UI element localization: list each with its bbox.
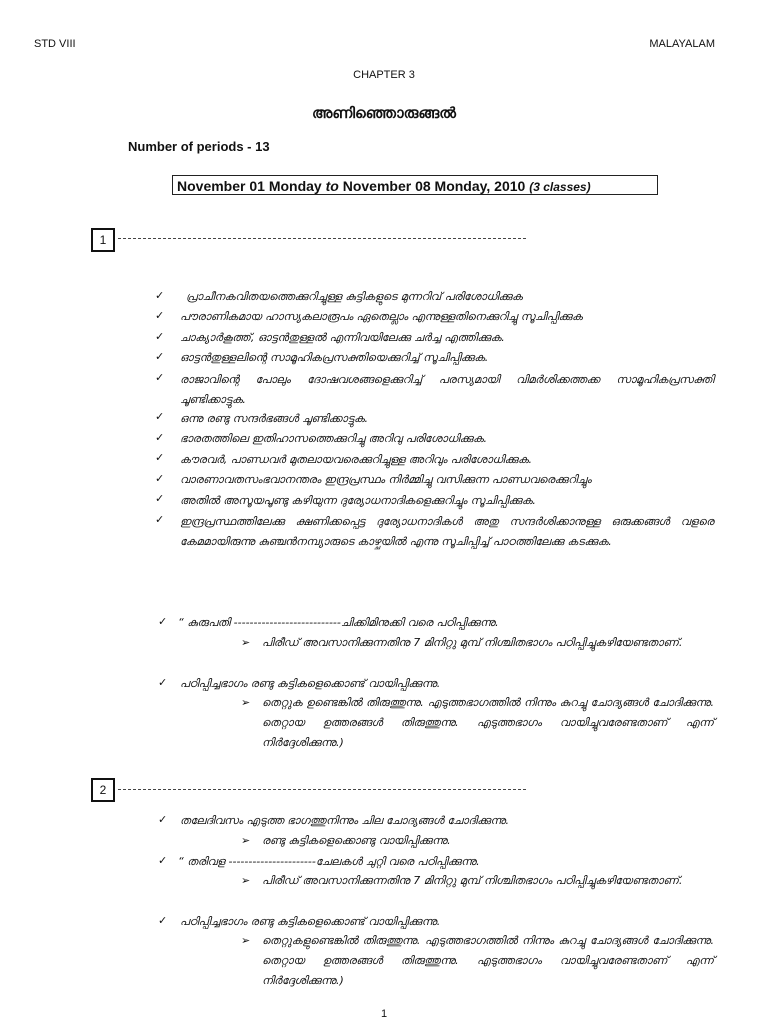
objective-item: പ്രാചീനകവിതയത്തെക്കുറിച്ചുള്ള കുട്ടികളുടെ മുന്നറിവ് പരിശോധിക്കുക [186,290,523,303]
step-item: “ കുരുപതി ---------------------------ചിക്കിമിനുക്കി വരെ പഠിപ്പിക്കുന്നു. [178,616,499,629]
header-subject: MALAYALAM [649,38,715,50]
step-substep: രണ്ടു കുട്ടികളെക്കൊണ്ടു വായിപ്പിക്കുന്നു. [262,834,451,847]
step-item: പഠിപ്പിച്ചഭാഗം രണ്ടു കുട്ടികളെക്കൊണ്ട് വായിപ്പിക്കുന്നു. [180,915,441,928]
page-number: 1 [380,1008,388,1020]
check-mark-icon: ✓ [155,371,165,384]
step-substep: പിരീഡ് അവസാനിക്കുന്നതിനു 7 മിനിറ്റു മുമ്പ് നിശ്ചിതഭാഗം പഠിപ്പിച്ചുകഴിയേണ്ടതാണ്. [262,636,683,649]
section-divider-2 [118,789,526,790]
check-mark-icon: ✓ [155,350,165,363]
number-of-periods: Number of periods - 13 [128,139,270,154]
step-substep: തെറ്റുക ഉണ്ടെങ്കിൽ തിരുത്തുന്നു. എടുത്തഭാഗത്തിൽ നിന്നും കുറച്ചു ചോദ്യങ്ങൾ ചോദിക്കുന്നു. തെറ്റായ ഉത്തരങ്ങൾ തിരുത്തുന്നു. എടുത്തഭാഗം വായിച്ചുവരേണ്ടതാണ് എന്ന് നിർദ്ദേശിക്കുന്നു.) [262,696,714,749]
step-item: പഠിപ്പിച്ചഭാഗം രണ്ടു കുട്ടികളെക്കൊണ്ട് വായിപ്പിക്കുന്നു. [180,677,441,690]
check-mark-icon: ✓ [155,472,165,485]
objective-item: ഇന്ദ്രപ്രസ്ഥത്തിലേക്കു ക്ഷണിക്കപ്പെട്ട ദുര്യോധനാദികൾ അതു സന്ദർശിക്കാനുള്ള ഒരുക്കങ്ങൾ വളരെ കേമമായിരുന്നു കുഞ്ചൻനമ്പ്യാരുടെ കാഴ്ചയിൽ എന്നു സൂചിപ്പിച്ച് പാഠത്തിലേക്കു കടക്കുക. [180,515,714,548]
arrow-bullet-icon: ➢ [241,636,251,649]
chapter-label: CHAPTER 3 [353,69,415,81]
objective-item: ഭാരതത്തിലെ ഇതിഹാസത്തെക്കുറിച്ചു അറിവു പരിശോധിക്കുക. [180,432,488,445]
section-number-box-2: 2 [91,778,115,802]
arrow-bullet-icon: ➢ [241,874,251,887]
step-substep: തെറ്റുകളുണ്ടെങ്കിൽ തിരുത്തുന്നു. എടുത്തഭാഗത്തിൽ നിന്നും കുറച്ചു ചോദ്യങ്ങൾ ചോദിക്കുന്നു. തെറ്റായ ഉത്തരങ്ങൾ തിരുത്തുന്നു. എടുത്തഭാഗം വായിച്ചുവരേണ്ടതാണ് എന്ന് നിർദ്ദേശിക്കുന്നു.) [262,934,714,987]
step-substep: പിരീഡ് അവസാനിക്കുന്നതിനു 7 മിനിറ്റു മുമ്പ് നിശ്ചിതഭാഗം പഠിപ്പിച്ചുകഴിയേണ്ടതാണ്. [262,874,683,887]
check-mark-icon: ✓ [155,410,165,423]
date-end: November 08 Monday, 2010 [342,178,526,194]
date-start: November 01 Monday [177,178,322,194]
check-mark-icon: ✓ [158,854,168,867]
objective-item: കൗരവർ, പാണ്ഡവർ മുതലായവരെക്കുറിച്ചുള്ള അറിവും പരിശോധിക്കുക. [180,453,532,466]
date-classes: (3 classes) [529,180,591,194]
arrow-bullet-icon: ➢ [241,696,251,709]
check-mark-icon: ✓ [155,431,165,444]
header-std: STD VIII [34,38,76,50]
check-mark-icon: ✓ [158,615,168,628]
page-title: അണിഞ്ഞൊരുങ്ങൽ [312,104,456,122]
check-mark-icon: ✓ [155,513,165,526]
check-mark-icon: ✓ [155,289,165,302]
arrow-bullet-icon: ➢ [241,834,251,847]
date-range-box [172,175,658,195]
objective-item: വാരണാവതസംഭവാനന്തരം ഇന്ദ്രപ്രസ്ഥം നിർമ്മിച്ചു വസിക്കുന്ന പാണ്ഡവരെക്കുറിച്ചും [180,473,592,486]
objective-item: ചാക്യാർകൂത്ത്, ഓട്ടൻതുള്ളൽ എന്നിവയിലേക്കു ചർച്ച എത്തിക്കുക. [180,331,505,344]
objective-item: അതിൽ അസൂയപൂണ്ടു കഴിയുന്ന ദുര്യോധനാദികളെക്കുറിച്ചും സൂചിപ്പിക്കുക. [180,494,536,507]
check-mark-icon: ✓ [158,676,168,689]
objective-item: ഓട്ടൻതുള്ളലിന്റെ സാമൂഹികപ്രസക്തിയെക്കുറിച്ച് സൂചിപ്പിക്കുക. [180,351,489,364]
step-item: “ തരിവള ----------------------ചേലകൾ ചുറ്റി വരെ പഠിപ്പിക്കുന്നു. [178,855,480,868]
objective-item: ഒന്നു രണ്ടു സന്ദർഭങ്ങൾ ചൂണ്ടിക്കാട്ടുക. [180,412,368,425]
check-mark-icon: ✓ [155,330,165,343]
objective-item: രാജാവിന്റെ പോലും ദോഷവശങ്ങളെക്കുറിച്ച് പരസ്യമായി വിമർശിക്കത്തക്ക സാമൂഹികപ്രസക്തി ചൂണ്ടിക്കാട്ടുക. [180,373,714,406]
check-mark-icon: ✓ [155,492,165,505]
date-to: to [325,178,339,194]
step-item: തലേദിവസം എടുത്ത ഭാഗത്തുനിന്നും ചില ചോദ്യങ്ങൾ ചോദിക്കുന്നു. [180,814,509,827]
section-divider-1 [118,238,526,239]
objective-item: പൗരാണികമായ ഹാസ്യകലാരൂപം ഏതെല്ലാം എന്നുള്ളതിനെക്കുറിച്ചു സൂചിപ്പിക്കുക [180,310,583,323]
check-mark-icon: ✓ [155,451,165,464]
check-mark-icon: ✓ [158,813,168,826]
check-mark-icon: ✓ [158,914,168,927]
section-number-box-1: 1 [91,228,115,252]
check-mark-icon: ✓ [155,309,165,322]
arrow-bullet-icon: ➢ [241,934,251,947]
